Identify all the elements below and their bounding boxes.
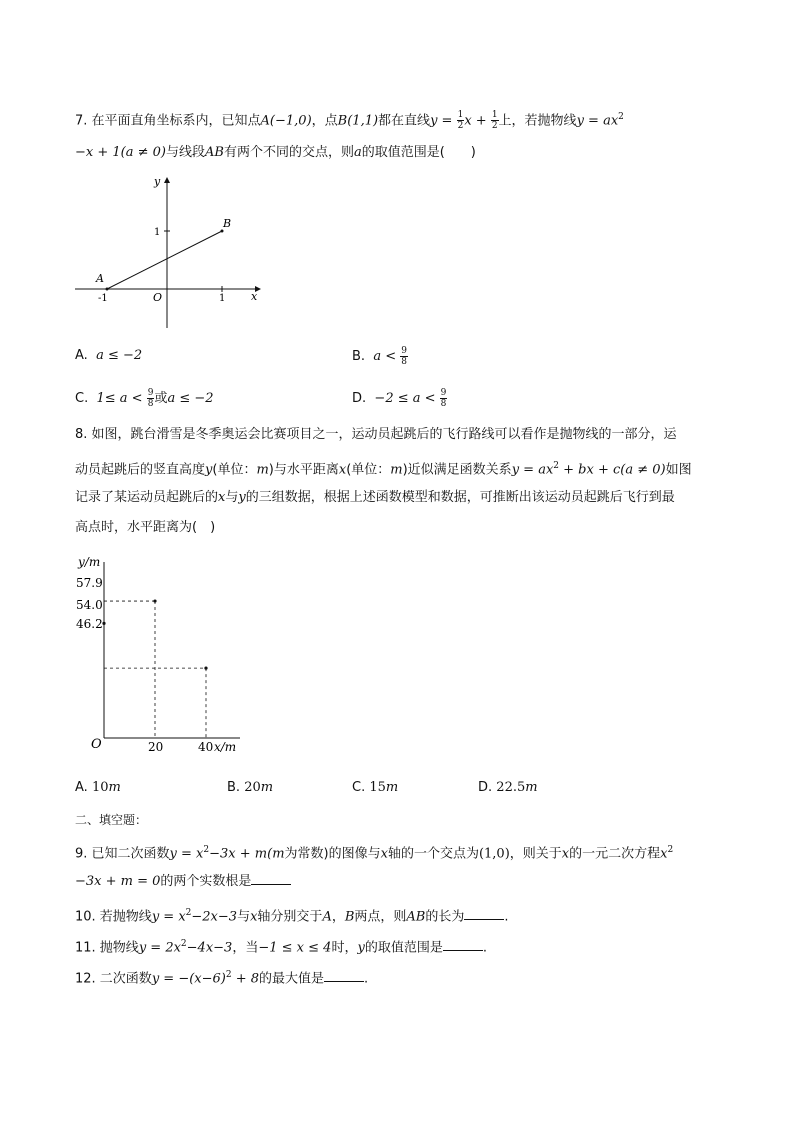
q8-text: 与 bbox=[225, 490, 239, 505]
q11-range: −1 ≤ x ≤ 4 bbox=[258, 940, 332, 956]
frac-den: 8 bbox=[147, 399, 154, 409]
q11-answer-blank[interactable] bbox=[443, 938, 483, 951]
option-expr: 1≤ a < bbox=[96, 391, 143, 406]
frac-den: 2 bbox=[457, 121, 464, 132]
q9-var: x bbox=[561, 846, 570, 862]
q7-option-c[interactable] bbox=[75, 388, 214, 409]
q10-point-a: A bbox=[322, 909, 332, 925]
q7-text: 有两个不同的交点，则 bbox=[223, 145, 354, 160]
q8-var: x bbox=[218, 490, 226, 505]
q12-line bbox=[75, 965, 368, 989]
frac-num: 9 bbox=[440, 388, 447, 398]
frac-num: 9 bbox=[401, 346, 407, 356]
q8-func: y = ax bbox=[511, 462, 554, 478]
frac-num: 9 bbox=[147, 388, 154, 398]
q11-func: y = 2x bbox=[138, 940, 181, 956]
option-expr: −2 ≤ a < bbox=[374, 391, 436, 406]
tick-label-x1: 1 bbox=[219, 293, 226, 304]
frac-den: 2 bbox=[491, 121, 498, 132]
data-point-0 bbox=[102, 622, 105, 625]
y-axis-label: y bbox=[154, 175, 161, 188]
q11-square: 2 bbox=[180, 939, 187, 949]
option-letter: B. bbox=[227, 780, 241, 795]
x-tick-label-40: 40 bbox=[198, 740, 214, 754]
q7-coordinate-graph bbox=[70, 170, 270, 335]
q8-text: 记录了某运动员起跳后的 bbox=[75, 490, 219, 505]
frac-den: 8 bbox=[401, 357, 407, 367]
option-value: 10 bbox=[91, 780, 109, 795]
q9-text: 的一元二次方程 bbox=[569, 846, 661, 862]
option-letter: B. bbox=[352, 349, 366, 364]
q8-line3 bbox=[75, 488, 675, 508]
q7-text: 7. 在平面直角坐标系内，已知点 bbox=[75, 113, 261, 129]
option-fraction bbox=[400, 346, 408, 367]
option-letter: A. bbox=[75, 780, 88, 795]
q8-line4: 高点时，水平距离为( ) bbox=[75, 520, 216, 535]
q10-period: . bbox=[504, 909, 509, 925]
q7-parabola: y = ax bbox=[576, 113, 619, 129]
q9-func: y = x bbox=[169, 846, 204, 862]
q9-square: 2 bbox=[203, 845, 210, 855]
q11-text: 的取值范围是 bbox=[364, 940, 443, 956]
q11-func: −4x−3 bbox=[186, 940, 233, 956]
q12-func: y = −(x−6) bbox=[151, 971, 226, 987]
chart-ylabel: y/m bbox=[78, 555, 101, 569]
q8-text: (单位： bbox=[346, 462, 391, 478]
q8-option-a[interactable] bbox=[75, 778, 121, 798]
q7-segment: AB bbox=[205, 145, 224, 160]
q12-text: 的最大值是 bbox=[259, 971, 325, 987]
q9-text: 为常数)的图像与 bbox=[284, 846, 381, 862]
chart-origin: O bbox=[91, 737, 102, 752]
q7-fraction-half-2 bbox=[491, 110, 499, 131]
option-expr: a ≤ −2 bbox=[96, 348, 143, 363]
point-a-label: A bbox=[96, 272, 104, 285]
tick-label-y1: 1 bbox=[154, 227, 161, 238]
q9-text: 9. 已知二次函数 bbox=[75, 846, 170, 862]
q11-text: 时， bbox=[331, 940, 358, 956]
q12-func: + 8 bbox=[231, 971, 260, 987]
x-axis-label: x bbox=[251, 290, 258, 303]
q8-option-c[interactable] bbox=[352, 778, 398, 798]
frac-den: 8 bbox=[440, 399, 447, 409]
q11-period: . bbox=[482, 940, 487, 956]
option-value: 15 bbox=[369, 780, 386, 795]
q10-square: 2 bbox=[185, 908, 192, 918]
q7-var-a: a bbox=[353, 145, 362, 160]
option-unit: m bbox=[108, 780, 121, 795]
section-heading: 二、填空题： bbox=[75, 813, 148, 827]
q9-var: x bbox=[380, 846, 388, 862]
q11-line bbox=[75, 934, 487, 958]
q7-line1 bbox=[75, 107, 624, 131]
q8-func: + bx + c(a ≠ 0) bbox=[559, 462, 666, 478]
q8-option-b[interactable] bbox=[227, 778, 273, 798]
q11-text: 11. 抛物线 bbox=[75, 940, 139, 956]
q9-text: 的两个实数根是 bbox=[160, 874, 252, 889]
q7-option-d[interactable] bbox=[352, 388, 447, 409]
q8-line2 bbox=[75, 456, 692, 480]
q8-text: 的三组数据，根据上述函数模型和数据，可推断出该运动员起跳后飞行到最 bbox=[245, 490, 675, 505]
q9-var: m bbox=[272, 846, 285, 862]
q7-line-eq-x: x + bbox=[464, 113, 487, 129]
q7-option-b[interactable] bbox=[352, 346, 408, 367]
q10-text: 轴分别交于 bbox=[257, 909, 323, 925]
q7-line-eq: y = bbox=[430, 113, 453, 129]
option-letter: D. bbox=[352, 391, 367, 406]
q9-text: 轴的一个交点为 bbox=[387, 846, 479, 862]
q7-point-b: B(1,1) bbox=[337, 113, 379, 129]
q11-text: ，当 bbox=[232, 940, 259, 956]
option-fraction bbox=[440, 388, 448, 409]
q10-text: 与 bbox=[237, 909, 251, 925]
q8-text: 如图 bbox=[665, 462, 692, 478]
q11-var: y bbox=[357, 940, 365, 956]
q10-var: x bbox=[250, 909, 258, 925]
q9-square: 2 bbox=[667, 845, 674, 855]
q12-answer-blank[interactable] bbox=[324, 969, 364, 982]
q10-text: 两点，则 bbox=[354, 909, 407, 925]
point-b-label: B bbox=[223, 217, 232, 230]
option-unit: m bbox=[260, 780, 274, 795]
q10-answer-blank[interactable] bbox=[464, 907, 504, 920]
q7-text: 与线段 bbox=[165, 145, 205, 160]
q12-period: . bbox=[364, 971, 369, 987]
option-value: 20 bbox=[244, 780, 261, 795]
q7-text: 上，若抛物线 bbox=[498, 113, 577, 129]
frac-num: 1 bbox=[491, 110, 498, 121]
q8-text: )近似满足函数关系 bbox=[402, 462, 512, 478]
q7-text: 的取值范围是( ) bbox=[361, 145, 476, 160]
q8-unit: m bbox=[390, 462, 403, 478]
option-letter: C. bbox=[352, 780, 366, 795]
q8-scatter-chart bbox=[70, 550, 250, 760]
q8-text: (单位： bbox=[212, 462, 257, 478]
y-tick-label-46-2: 46.2 bbox=[76, 617, 103, 631]
q7-text: 都在直线 bbox=[378, 113, 431, 129]
frac-num: 1 bbox=[457, 110, 464, 121]
q9-text: ，则关于 bbox=[509, 846, 562, 862]
q8-unit: m bbox=[256, 462, 269, 478]
q8-option-d[interactable] bbox=[478, 778, 538, 798]
q8-var: y bbox=[205, 462, 213, 478]
q12-square: 2 bbox=[225, 970, 232, 980]
q10-func: y = x bbox=[151, 909, 186, 925]
option-letter: C. bbox=[75, 391, 89, 406]
option-letter: D. bbox=[478, 780, 493, 795]
q10-point-b: B bbox=[344, 909, 355, 925]
q8-line1: 8. 如图，跳台滑雪是冬季奥运会比赛项目之一，运动员起跳后的飞行路线可以看作是抛物线的一部分，运 bbox=[75, 427, 677, 442]
q7-text: ，点 bbox=[311, 113, 338, 129]
q10-segment: AB bbox=[406, 909, 426, 925]
point-a bbox=[106, 288, 109, 291]
q10-func: −2x−3 bbox=[191, 909, 238, 925]
q9-point: (1,0) bbox=[478, 846, 510, 862]
option-expr: a ≤ −2 bbox=[167, 391, 214, 406]
data-point-2 bbox=[204, 666, 207, 669]
q7-line2 bbox=[75, 143, 476, 163]
chart-xlabel: x/m bbox=[214, 740, 237, 754]
q9-line2 bbox=[75, 872, 291, 892]
x-tick-label-20: 20 bbox=[148, 740, 164, 754]
option-unit: m bbox=[385, 780, 399, 795]
q7-option-a[interactable] bbox=[75, 346, 142, 366]
q7-square: 2 bbox=[618, 112, 624, 122]
data-point-1 bbox=[153, 599, 156, 602]
option-expr: a < bbox=[373, 349, 397, 364]
q10-line bbox=[75, 903, 509, 927]
y-tick-label-54-0: 54.0 bbox=[76, 598, 103, 612]
q10-text: 的长为 bbox=[425, 909, 465, 925]
q8-text: 动员起跳后的竖直高度 bbox=[75, 462, 206, 478]
option-or: 或 bbox=[154, 391, 168, 406]
q8-text: )与水平距离 bbox=[268, 462, 339, 478]
option-letter: A. bbox=[75, 348, 88, 363]
q8-var: x bbox=[338, 462, 347, 478]
q7-point-a: A(−1,0) bbox=[260, 113, 312, 129]
option-unit: m bbox=[525, 780, 538, 795]
y-tick-label-57-9: 57.9 bbox=[76, 576, 103, 590]
q9-line1 bbox=[75, 840, 673, 864]
q7-parabola-rest: −x + 1(a ≠ 0) bbox=[75, 145, 166, 160]
q8-var: y bbox=[238, 490, 246, 505]
segment-ab bbox=[107, 231, 222, 289]
q9-func: −3x + m( bbox=[209, 846, 273, 862]
q10-text: ， bbox=[331, 909, 345, 925]
option-value: 22.5 bbox=[496, 780, 526, 795]
q9-var: x bbox=[660, 846, 668, 862]
q10-text: 10. 若抛物线 bbox=[75, 909, 152, 925]
q12-text: 12. 二次函数 bbox=[75, 971, 152, 987]
q8-square: 2 bbox=[553, 461, 560, 471]
q9-equation: −3x + m = 0 bbox=[75, 874, 161, 889]
tick-label-neg1: -1 bbox=[98, 293, 108, 304]
origin-label: O bbox=[153, 291, 163, 304]
q9-answer-blank[interactable] bbox=[251, 872, 291, 885]
